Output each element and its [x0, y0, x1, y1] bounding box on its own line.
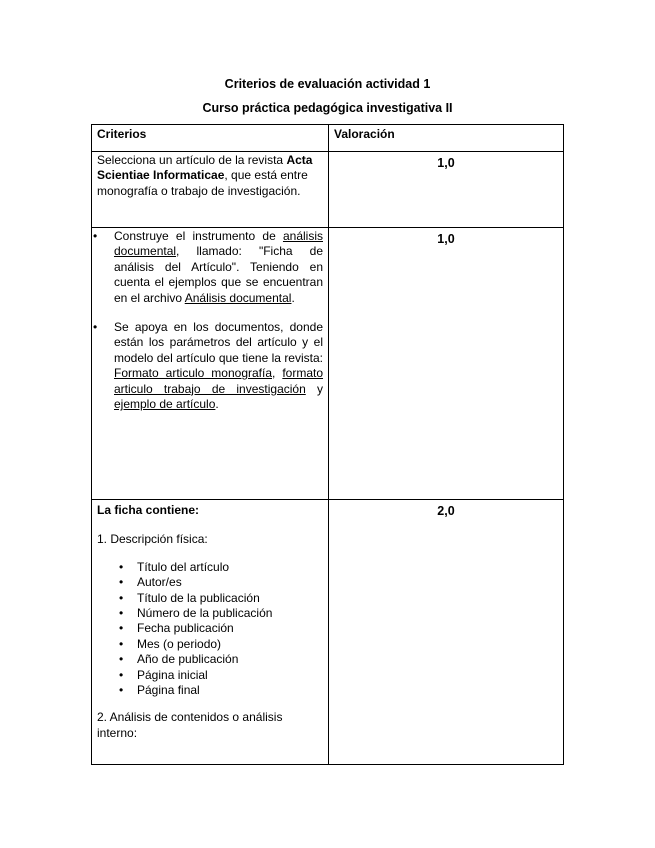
text: ,	[272, 366, 283, 381]
bullet-icon: •	[119, 683, 124, 698]
link-formato-monografia[interactable]: Formato articulo monografía	[114, 366, 273, 381]
text: .	[215, 397, 219, 412]
document-subtitle: Curso práctica pedagógica investigativa II	[202, 101, 453, 115]
score-cell-2: 1,0	[329, 228, 564, 500]
list-item	[97, 637, 323, 652]
bullet-icon: •	[119, 590, 124, 605]
criterion-cell-2	[92, 228, 329, 500]
header-criterios: Criterios	[92, 125, 329, 152]
list-item	[97, 683, 323, 698]
table-row	[92, 500, 564, 765]
bullet-item-1	[93, 229, 323, 306]
item-label: Fecha publicación	[137, 621, 234, 636]
score-cell-1: 1,0	[329, 152, 564, 228]
text: .	[291, 290, 295, 305]
score-cell-3: 2,0	[329, 500, 564, 765]
item-label: Título de la publicación	[137, 590, 260, 605]
field-list	[97, 560, 323, 699]
section-descripcion-fisica: 1. Descripción física:	[97, 532, 208, 547]
item-label: Autor/es	[137, 575, 182, 590]
section-analisis-contenidos: 2. Análisis de contenidos o análisis interno:	[97, 710, 283, 740]
text: , llamado: "Ficha de análisis del Artículo". Teniendo en cuenta el ejemplos que se encuentran en el archivo	[114, 244, 323, 305]
link-ejemplo-articulo[interactable]: ejemplo de artículo	[114, 397, 216, 412]
bullet-icon: •	[119, 621, 124, 636]
list-item	[97, 575, 323, 590]
text: , que está entre monografía o trabajo de investigación.	[97, 168, 308, 198]
section-heading: La ficha contiene:	[97, 503, 200, 517]
item-label: Número de la publicación	[137, 606, 273, 621]
text: Selecciona un artículo de la revista	[97, 153, 287, 167]
link-formato-trabajo-investigacion[interactable]: formato articulo trabajo de investigación	[114, 366, 324, 396]
item-label: Título del artículo	[137, 559, 230, 574]
link-analisis-documental[interactable]: análisis documental	[114, 229, 323, 259]
table-row	[92, 228, 564, 500]
bullet-icon: •	[93, 320, 98, 335]
table-row	[92, 152, 564, 228]
item-label: Página final	[137, 683, 200, 698]
bullet-icon: •	[119, 559, 124, 574]
bullet-icon: •	[119, 652, 124, 667]
criteria-table	[91, 124, 564, 765]
item-label: Mes (o periodo)	[137, 636, 222, 651]
list-item	[97, 652, 323, 667]
criterion-cell-1	[92, 152, 329, 228]
text: y	[305, 381, 323, 396]
bullet-item-2	[93, 320, 324, 412]
list-item	[97, 591, 323, 606]
list-item	[97, 668, 323, 683]
item-label: Página inicial	[137, 667, 208, 682]
criterion-cell-3	[92, 500, 329, 765]
text: Construye el instrumento de	[114, 229, 283, 243]
journal-name: Acta Scientiae Informaticae	[97, 153, 313, 183]
link-archivo-analisis-documental[interactable]: Análisis documental	[184, 290, 292, 305]
header-valoracion: Valoración	[329, 125, 564, 152]
document-title: Criterios de evaluación actividad 1	[224, 77, 431, 91]
list-item	[97, 560, 323, 575]
bullet-icon: •	[93, 229, 98, 243]
table-header-row	[92, 125, 564, 152]
bullet-icon: •	[119, 575, 124, 590]
bullet-icon: •	[119, 636, 124, 651]
list-item	[97, 606, 323, 621]
list-item	[97, 621, 323, 636]
item-label: Año de publicación	[137, 652, 239, 667]
text: Se apoya en los documentos, donde están los parámetros del artículo y el modelo del artículo que tiene la revista:	[114, 320, 323, 365]
bullet-icon: •	[119, 606, 124, 621]
bullet-icon: •	[119, 667, 124, 682]
